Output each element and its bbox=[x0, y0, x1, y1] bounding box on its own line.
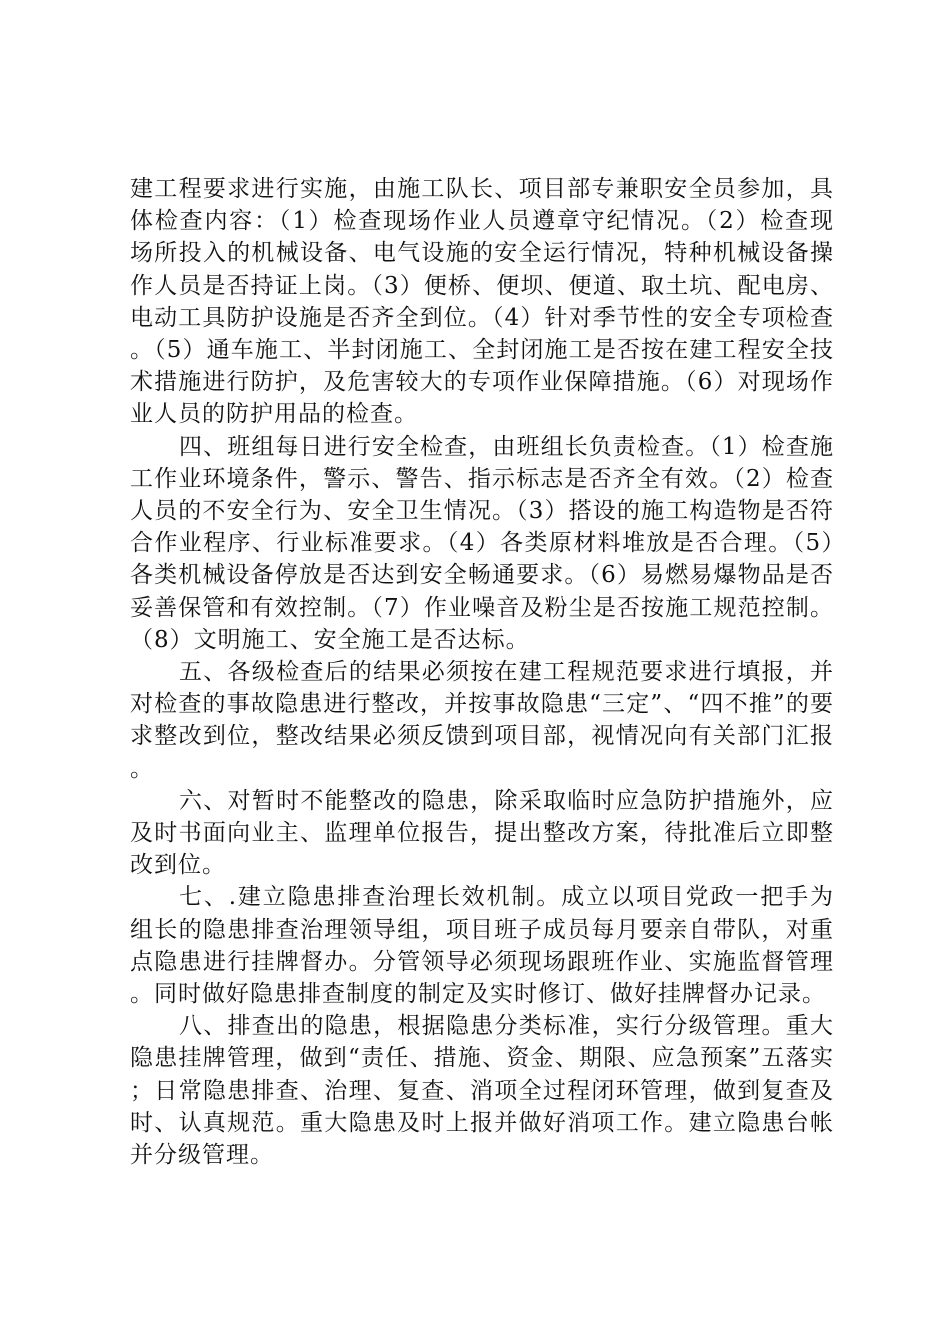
paragraph-item-five: 五、各级检查后的结果必须按在建工程规范要求进行填报，并对检查的事故隐患进行整改，并按事故隐患“三定”、“四不推”的要求整改到位，整改结果必须反馈到项目部，视情况向有关部门汇报。 bbox=[130, 659, 834, 782]
paragraph-item-four: 四、班组每日进行安全检查，由班组长负责检查。（1）检查施工作业环境条件，警示、警告、指示标志是否齐全有效。（2）检查人员的不安全行为、安全卫生情况。（3）搭设的施工构造物是否符合作业程序、行业标准要求。（4）各类原材料堆放是否合理。（5）各类机械设备停放是否达到安全畅通要求。（6）易燃易爆物品是否妥善保管和有效控制。（7）作业噪音及粉尘是否按施工规范控制。（8）文明施工、安全施工是否达标。 bbox=[130, 433, 834, 653]
paragraph-item-eight: 八、排查出的隐患，根据隐患分类标准，实行分级管理。重大隐患挂牌管理，做到“责任、措施、资金、期限、应急预案”五落实；日常隐患排查、治理、复查、消项全过程闭环管理，做到复查及时、认真规范。重大隐患及时上报并做好消项工作。建立隐患台帐并分级管理。 bbox=[130, 1013, 834, 1169]
paragraph-continued-checks: 建工程要求进行实施，由施工队长、项目部专兼职安全员参加，具体检查内容：（1）检查现场作业人员遵章守纪情况。（2）检查现场所投入的机械设备、电气设施的安全运行情况，特种机械设备操作人员是否持证上岗。（3）便桥、便坝、便道、取土坑、配电房、电动工具防护设施是否齐全到位。（4）针对季节性的安全专项检查。（5）通车施工、半封闭施工、全封闭施工是否按在建工程安全技术措施进行防护，及危害较大的专项作业保障措施。（6）对现场作业人员的防护用品的检查。 bbox=[130, 176, 834, 428]
paragraph-item-seven: 七、.建立隐患排查治理长效机制。成立以项目党政一把手为组长的隐患排查治理领导组，项目班子成员每月要亲自带队，对重点隐患进行挂牌督办。分管领导必须现场跟班作业、实施监督管理。同时做好隐患排查制度的制定及实时修订、做好挂牌督办记录。 bbox=[130, 884, 834, 1008]
document-body bbox=[130, 173, 834, 1171]
paragraph-item-six: 六、对暂时不能整改的隐患，除采取临时应急防护措施外，应及时书面向业主、监理单位报告，提出整改方案，待批准后立即整改到位。 bbox=[130, 787, 834, 879]
